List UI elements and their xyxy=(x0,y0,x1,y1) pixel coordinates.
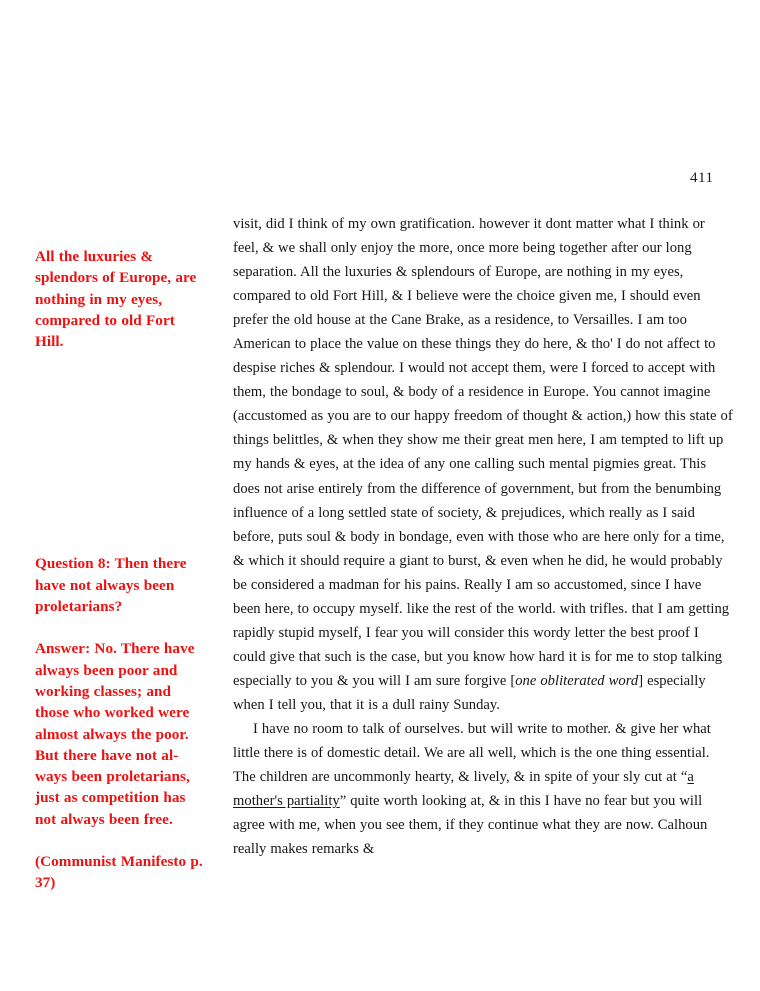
body-text-column xyxy=(233,212,733,861)
body-paragraph-2-text-b: ” quite worth looking at, & in this I have no fear but you will agree with me, when you see them, if they continue what they are now. Calhoun really makes remarks & xyxy=(233,793,708,858)
page-number: 411 xyxy=(690,170,714,186)
body-paragraph-1-text-a: visit, did I think of my own gratification. however it dont matter what I think or feel, & we shall only enjoy the more, once more being together after our long separation. All the luxuries & splendours of Europe, are nothing in my eyes, compared to old Fort Hill, & I believe were the choice given me, I should even prefer the old house at the Cane Brake, as a residence, to Versailles. I am too American to place the value on these things they do here, & tho' I do not affect to despise riches & splendour. I would not accept them, were I forced to accept with them, the bondage to soul, & body of a residence in Europe. You cannot imagine (accustomed as you are to our happy freedom of thought & action,) how this state of things belittles, & when they show me their great men here, I am tempted to lift up my hands & eyes, at the idea of any one calling such mental pigmies great. This does not arise entirely from the difference of government, but from the benumbing influence of a long settled state of society, & prejudices, which really as I said before, puts soul & body in bondage, even with those who are here only for a time, & which it should require a giant to burst, & even when he did, he would probably be considered a madman for his pains. Really I am so accustomed, since I have been here, to occupy myself. like the rest of the world. with trifles. that I am getting rapidly stupid myself, I fear you will consider this wordy letter the best proof I could give that such is the case, but you know how hard it is for me to stop talking especially to you & you will I am sure forgive [ xyxy=(233,216,733,689)
body-paragraph-1-text-b: ] especially when I tell you, that it is a dull rainy Sunday. xyxy=(233,672,706,713)
margin-note-answer: Answer: No. There have always been poor and working classes; and those who worked were almost always the poor. But there have not al-ways been proletarians, just as competition has not always been free. xyxy=(35,640,195,828)
margin-annotation-column xyxy=(35,246,207,894)
obliterated-word-note: one obliterated word xyxy=(515,672,639,689)
body-paragraph-2-text-a: I have no room to talk of ourselves. but will write to mother. & give her what little there is of domestic detail. We are all well, which is the one thing essential. The children are uncommonly hearty, & lively, & in spite of your sly cut at “ xyxy=(233,720,711,786)
body-paragraph-1 xyxy=(233,212,733,717)
margin-note-citation: (Communist Manifesto p. 37) xyxy=(35,853,203,892)
margin-note-quote-pullout: All the luxuries & splendors of Europe, are nothing in my eyes, compared to old Fort Hill. xyxy=(35,248,197,351)
underlined-phrase: a mother's partiality xyxy=(233,769,694,810)
body-paragraph-2 xyxy=(233,717,733,861)
margin-note-question: Question 8: Then there have not always been proletarians? xyxy=(35,555,187,616)
